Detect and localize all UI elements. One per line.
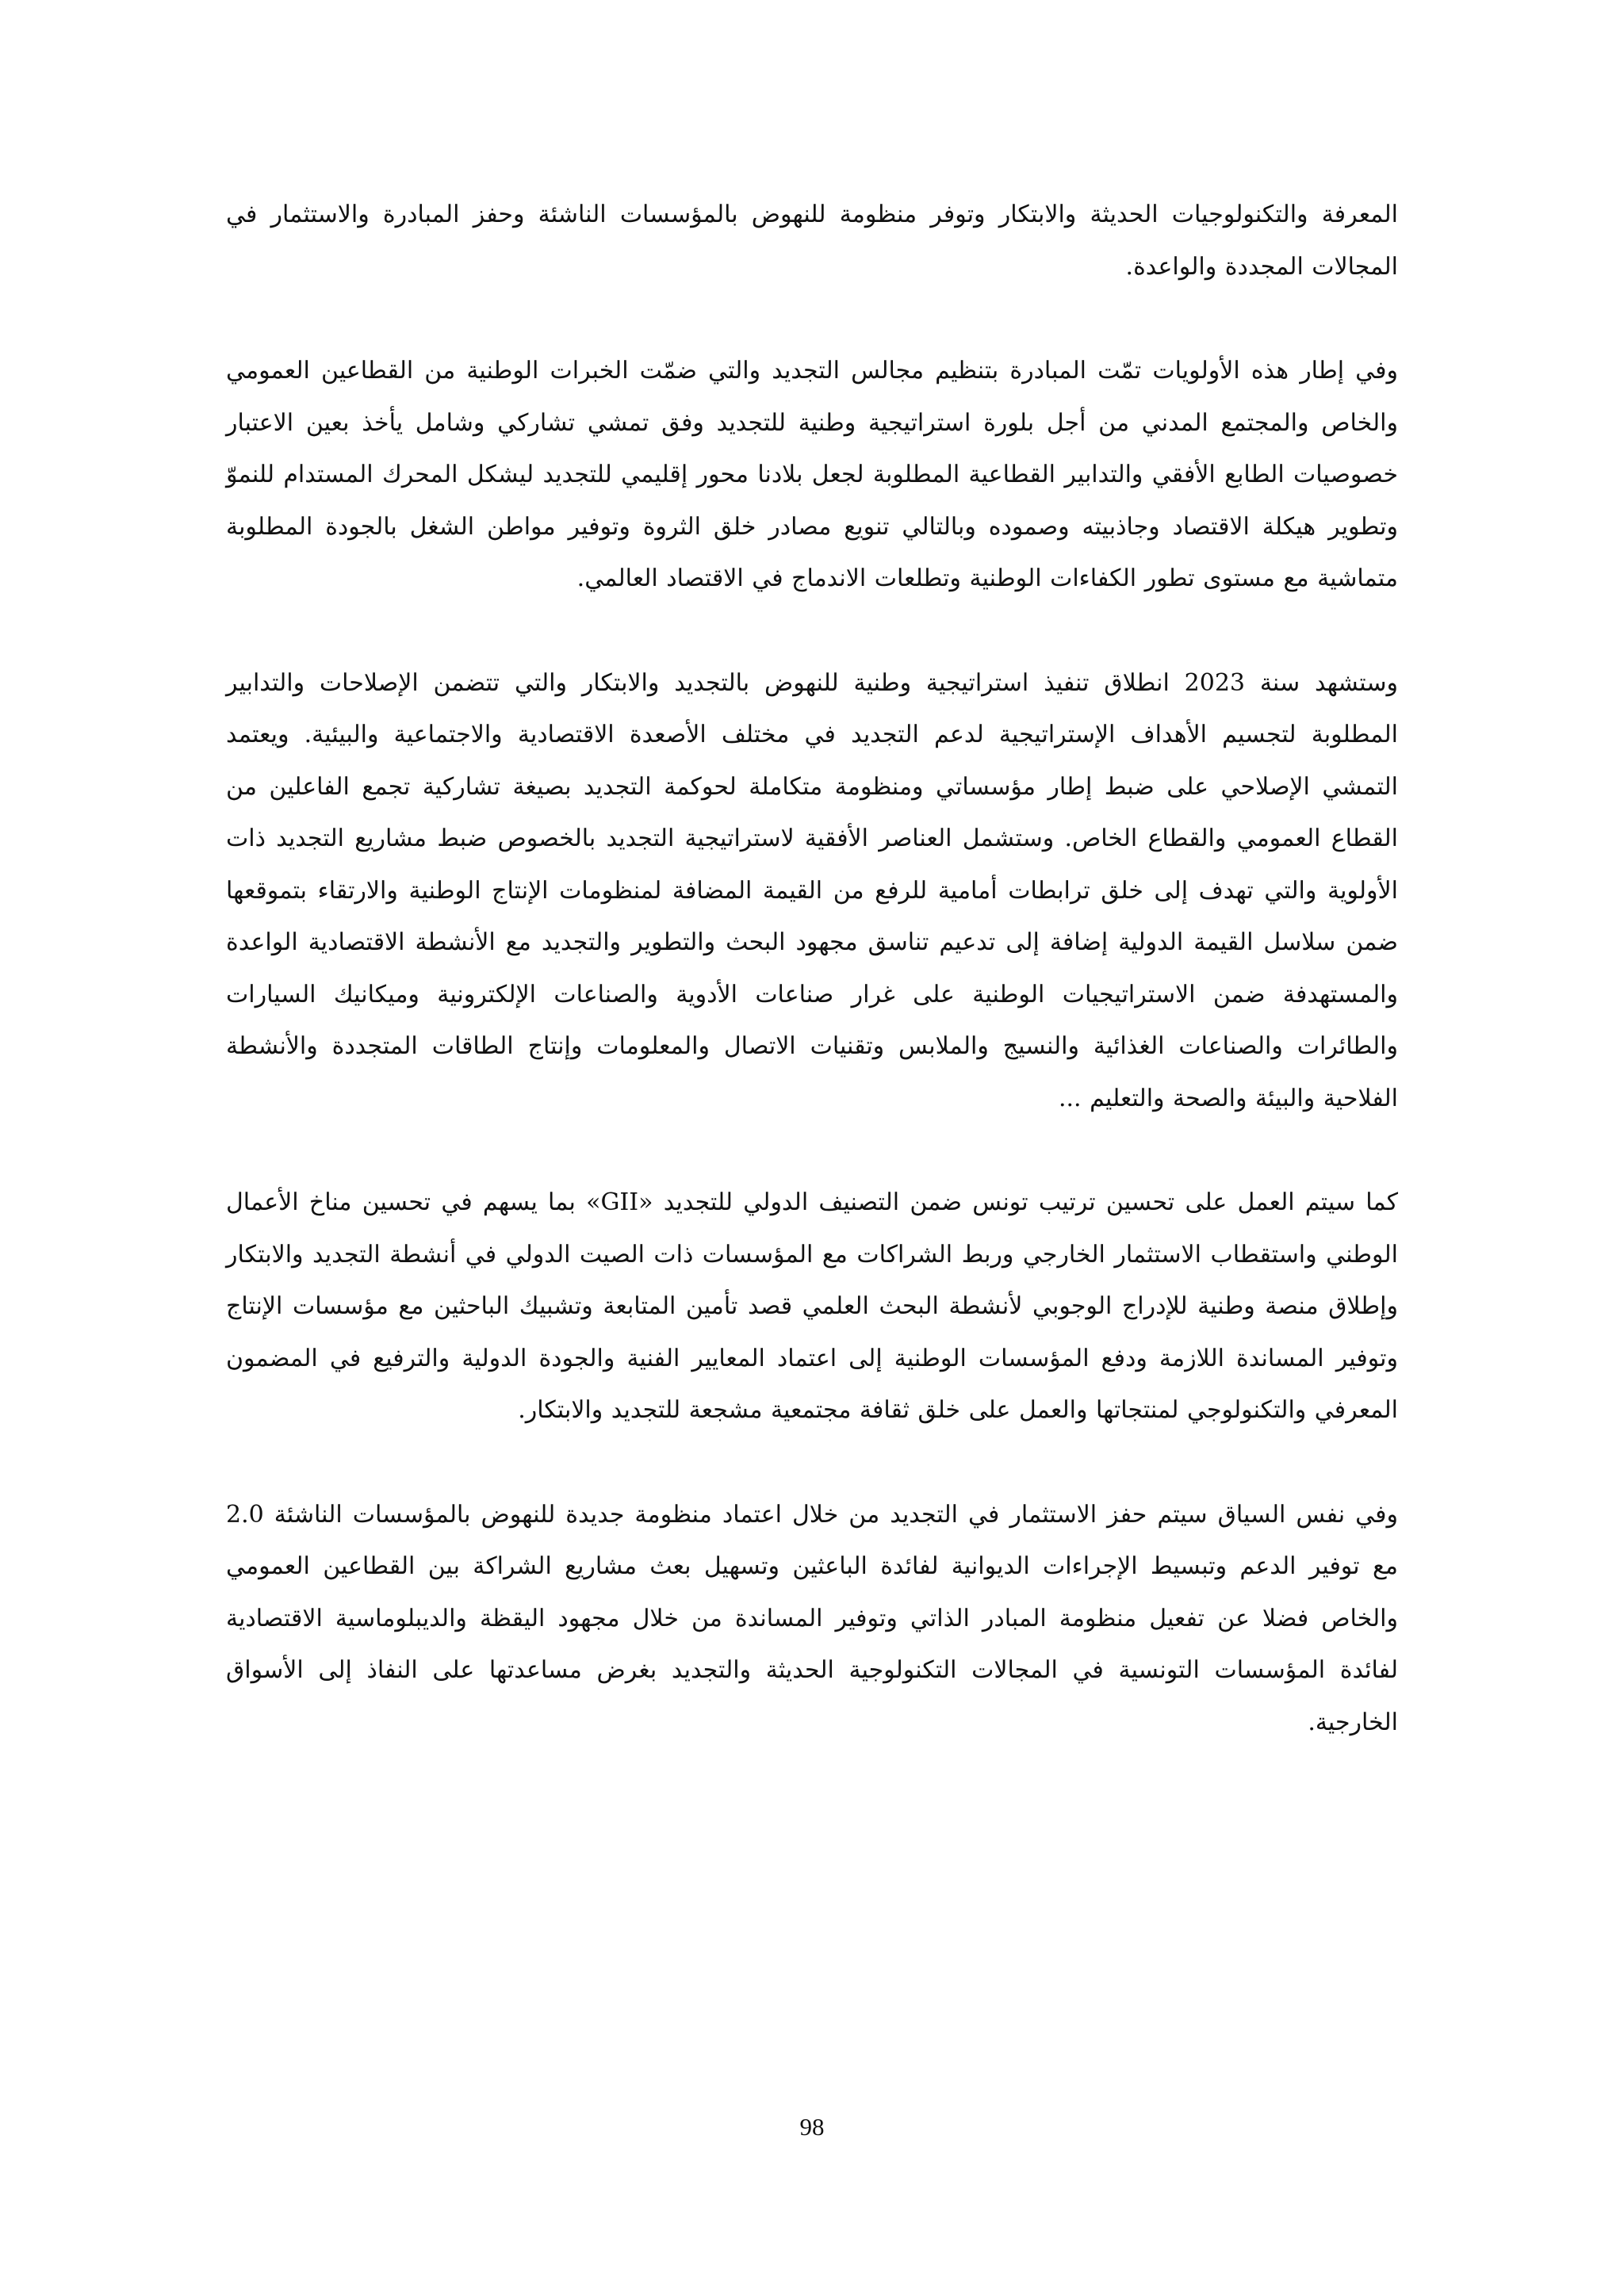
paragraph-1: المعرفة والتكنولوجيات الحديثة والابتكار وتوفر منظومة للنهوض بالمؤسسات الناشئة وحفز المبادرة والاستثمار في المجالات المجددة والواعدة.	[226, 201, 1398, 281]
paragraph-5: وفي نفس السياق سيتم حفز الاستثمار في التجديد من خلال اعتماد منظومة جديدة للنهوض بالمؤسسات الناشئة 2.0 مع توفير الدعم وتبسيط الإجراءات الديوانية لفائدة الباعثين وتسهيل بعث مشاريع الشراكة بين القطاعين العمومي والخاص فضلا عن تفعيل منظومة المبادر الذاتي وتوفير المساندة من خلال مجهود اليقظة والديبلوماسية الاقتصادية لفائدة المؤسسات التونسية في المجالات التكنولوجية الحديثة والتجديد بغرض مساعدتها على النفاذ إلى الأسواق الخارجية.	[226, 1500, 1398, 1736]
body-text	[226, 189, 1398, 1748]
page-number: 98	[799, 2113, 825, 2141]
paragraph-spacer	[226, 293, 1398, 345]
paragraph-4: كما سيتم العمل على تحسين ترتيب تونس ضمن التصنيف الدولي للتجديد «GII» بما يسهم في تحسين مناخ الأعمال الوطني واستقطاب الاستثمار الخارجي وربط الشراكات مع المؤسسات ذات الصيت الدولي في أنشطة التجديد والابتكار وإطلاق منصة وطنية للإدراج الوجوبي لأنشطة البحث العلمي قصد تأمين المتابعة وتشبيك الباحثين مع مؤسسات الإنتاج وتوفير المساندة اللازمة ودفع المؤسسات الوطنية إلى اعتماد المعايير الفنية والجودة الدولية والترفيع في المضمون المعرفي والتكنولوجي لمنتجاتها والعمل على خلق ثقافة مجتمعية مشجعة للتجديد والابتكار.	[226, 1188, 1399, 1424]
paragraph-spacer	[226, 1437, 1398, 1489]
paragraph-3: وستشهد سنة 2023 انطلاق تنفيذ استراتيجية وطنية للنهوض بالتجديد والابتكار والتي تتضمن الإصلاحات والتدابير المطلوبة لتجسيم الأهداف الإستراتيجية لدعم التجديد في مختلف الأصعدة الاقتصادية والاجتماعية والبيئية. ويعتمد التمشي الإصلاحي على ضبط إطار مؤسساتي ومنظومة متكاملة لحوكمة التجديد بصيغة تشاركية تجمع الفاعلين من القطاع العمومي والقطاع الخاص. وستشمل العناصر الأفقية لاستراتيجية التجديد بالخصوص ضبط مشاريع التجديد ذات الأولوية والتي تهدف إلى خلق ترابطات أمامية للرفع من القيمة المضافة لمنظومات الإنتاج الوطنية والارتقاء بتموقعها ضمن سلاسل القيمة الدولية إضافة إلى تدعيم تناسق مجهود البحث والتطوير والتجديد مع الأنشطة الاقتصادية الواعدة والمستهدفة ضمن الاستراتيجيات الوطنية على غرار صناعات الأدوية والصناعات الإلكترونية وميكانيك السيارات والطائرات والصناعات الغذائية والنسيج والملابس وتقنيات الاتصال والمعلومات وإنتاج الطاقات المتجددة والأنشطة الفلاحية والبيئة والصحة والتعليم ...	[226, 668, 1398, 1112]
paragraph-2: وفي إطار هذه الأولويات تمّت المبادرة بتنظيم مجالس التجديد والتي ضمّت الخبرات الوطنية من القطاعين العمومي والخاص والمجتمع المدني من أجل بلورة استراتيجية وطنية للتجديد وفق تمشي تشاركي وشامل يأخذ بعين الاعتبار خصوصيات الطابع الأفقي والتدابير القطاعية المطلوبة لجعل بلادنا محور إقليمي للتجديد ليشكل المحرك المستدام للنموّ وتطوير هيكلة الاقتصاد وجاذبيته وصموده وبالتالي تنويع مصادر خلق الثروة وتوفير مواطن الشغل بالجودة المطلوبة متماشية مع مستوى تطور الكفاءات الوطنية وتطلعات الاندماج في الاقتصاد العالمي.	[226, 357, 1398, 592]
paragraph-spacer	[226, 1124, 1398, 1177]
paragraph-spacer	[226, 605, 1398, 657]
